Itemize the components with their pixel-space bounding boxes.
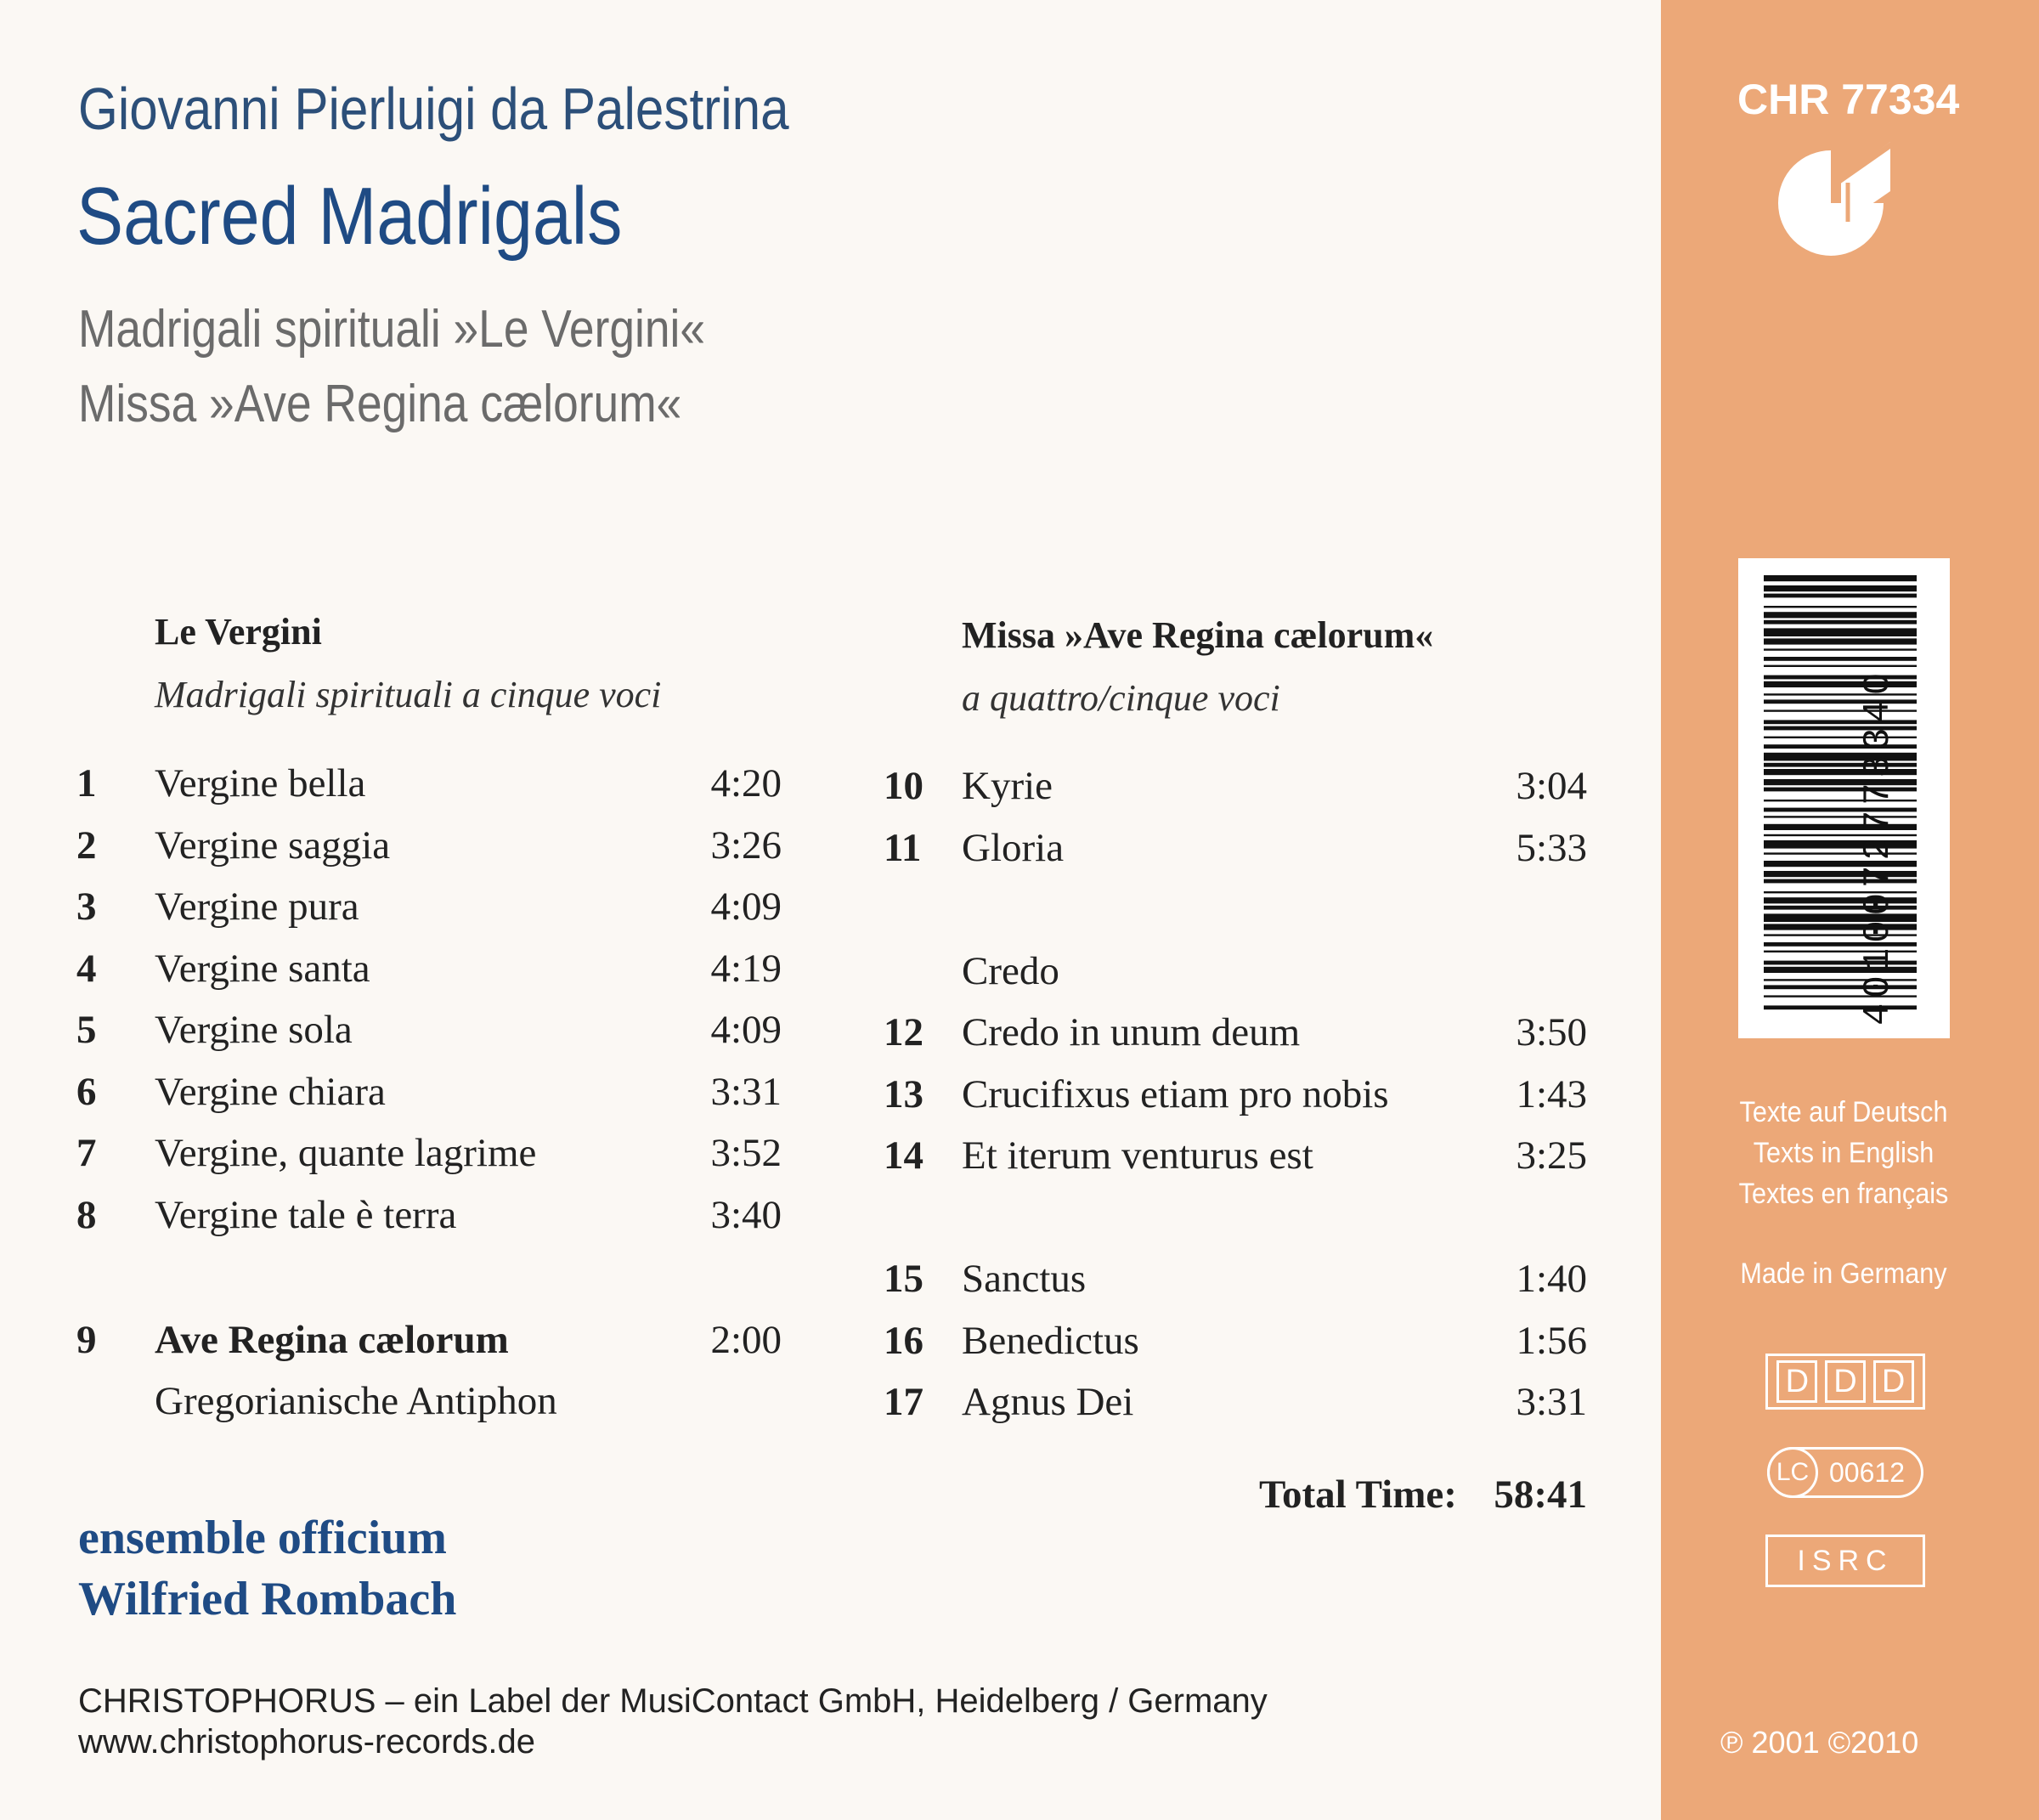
track-title: Benedictus <box>962 1318 1139 1363</box>
album-title: Sacred Madrigals <box>76 171 623 262</box>
track-row <box>884 1379 1587 1441</box>
track-duration: 3:04 <box>1516 764 1587 808</box>
track-row <box>76 1007 782 1069</box>
barcode-digits: 4010072773340 <box>1857 667 1900 1026</box>
text-language-fr: Textes en français <box>1738 1178 1949 1210</box>
track-row <box>884 1256 1587 1318</box>
ddd-letter: D <box>1873 1360 1914 1403</box>
track-title: Vergine, quante lagrime <box>155 1131 537 1175</box>
track-row <box>76 760 782 822</box>
track-row <box>884 1133 1587 1195</box>
track-row <box>76 1069 782 1131</box>
track-row <box>884 1318 1587 1380</box>
section-title: Credo <box>962 948 1059 993</box>
text-language-en: Texts in English <box>1753 1137 1935 1169</box>
label-credit: CHRISTOPHORUS – ein Label der MusiContact GmbH, Heidelberg / Germany <box>78 1682 1268 1720</box>
track-row <box>884 825 1587 887</box>
le-vergini-subheading: Madrigali spirituali a cinque voci <box>155 674 662 715</box>
track-row <box>884 1071 1587 1133</box>
track-title: Vergine santa <box>155 946 370 991</box>
track-title: Ave Regina cælorum <box>155 1318 509 1362</box>
track-number: 3 <box>76 885 97 929</box>
track-title: Et iterum venturus est <box>962 1133 1313 1178</box>
track-duration: 1:40 <box>1516 1257 1587 1301</box>
label-code-badge <box>1767 1447 1923 1498</box>
track-number: 17 <box>884 1380 923 1424</box>
track-duration: 3:40 <box>710 1192 782 1237</box>
subtitle-missa: Missa »Ave Regina cælorum« <box>78 375 682 433</box>
track-duration: 3:31 <box>1516 1380 1587 1424</box>
copyright-line: ℗ 2001 ©2010 <box>1720 1725 1919 1760</box>
track-number: 9 <box>76 1318 97 1362</box>
track-number: 16 <box>884 1318 923 1363</box>
lc-mark: LC <box>1767 1447 1818 1498</box>
credo-section-label <box>884 948 1587 1010</box>
track-number: 7 <box>76 1131 97 1175</box>
ddd-letter: D <box>1776 1360 1817 1403</box>
track-duration: 1:43 <box>1516 1071 1587 1116</box>
track-title: Vergine pura <box>155 885 359 929</box>
track-row <box>76 884 782 946</box>
ensemble-name: ensemble officium <box>78 1512 447 1564</box>
track-number: 5 <box>76 1008 97 1052</box>
track-duration: 5:33 <box>1516 825 1587 870</box>
track-duration: 4:09 <box>710 885 782 929</box>
text-language-de: Texte auf Deutsch <box>1739 1096 1948 1128</box>
le-vergini-heading: Le Vergini <box>155 611 322 653</box>
track-number: 6 <box>76 1069 97 1114</box>
track-row <box>76 822 782 885</box>
isrc-badge: ISRC <box>1765 1535 1925 1587</box>
antiphon-subtitle: Gregorianische Antiphon <box>155 1379 557 1423</box>
antiphon-track-row <box>76 1317 782 1378</box>
track-title: Gloria <box>962 825 1065 870</box>
catalog-number: CHR 77334 <box>1737 76 1960 123</box>
made-in-label: Made in Germany <box>1740 1258 1947 1290</box>
track-title: Kyrie <box>962 764 1053 808</box>
track-duration: 3:52 <box>710 1131 782 1175</box>
track-duration: 3:31 <box>710 1069 782 1114</box>
track-duration: 4:20 <box>710 761 782 805</box>
track-title: Vergine chiara <box>155 1069 386 1114</box>
subtitle-madrigali: Madrigali spirituali »Le Vergini« <box>78 300 706 359</box>
track-title: Vergine saggia <box>155 822 391 868</box>
track-duration: 3:25 <box>1516 1133 1587 1178</box>
track-row <box>76 1130 782 1192</box>
total-time-value: 58:41 <box>1494 1472 1587 1517</box>
track-duration: 1:56 <box>1516 1318 1587 1363</box>
track-row <box>76 946 782 1008</box>
lc-number: 00612 <box>1829 1457 1905 1488</box>
track-title: Credo in unum deum <box>962 1010 1301 1054</box>
christophorus-logo-icon <box>1771 140 1899 259</box>
missa-heading: Missa »Ave Regina cælorum« <box>962 614 1434 656</box>
track-number: 1 <box>76 761 97 805</box>
track-number: 10 <box>884 764 923 808</box>
le-vergini-track-list <box>76 760 782 1253</box>
missa-subheading: a quattro/cinque voci <box>962 677 1280 719</box>
total-time <box>1259 1472 1587 1523</box>
track-number: 8 <box>76 1192 97 1237</box>
total-time-label: Total Time: <box>1259 1472 1457 1517</box>
ddd-letter: D <box>1825 1360 1866 1403</box>
track-duration: 4:09 <box>710 1008 782 1052</box>
track-row <box>884 763 1587 825</box>
conductor-name: Wilfried Rombach <box>78 1573 457 1625</box>
ddd-badge <box>1765 1354 1925 1410</box>
track-number: 15 <box>884 1257 923 1301</box>
track-duration: 3:50 <box>1516 1010 1587 1054</box>
barcode <box>1738 558 1950 1038</box>
track-row <box>76 1192 782 1254</box>
track-number: 14 <box>884 1133 923 1178</box>
track-number: 12 <box>884 1010 923 1054</box>
track-duration: 3:26 <box>710 822 782 868</box>
spacer <box>884 1195 1587 1257</box>
track-number: 13 <box>884 1071 923 1116</box>
track-number: 2 <box>76 822 97 868</box>
track-title: Agnus Dei <box>962 1380 1134 1424</box>
track-row <box>884 1009 1587 1071</box>
track-title: Vergine bella <box>155 761 366 805</box>
track-title: Vergine tale è terra <box>155 1192 457 1237</box>
barcode-icon <box>1738 558 1950 1038</box>
track-title: Crucifixus etiam pro nobis <box>962 1071 1389 1116</box>
track-duration: 4:19 <box>710 946 782 991</box>
composer-name: Giovanni Pierluigi da Palestrina <box>78 76 789 142</box>
spacer <box>884 886 1587 948</box>
track-title: Sanctus <box>962 1257 1087 1301</box>
track-title: Vergine sola <box>155 1008 353 1052</box>
track-number: 4 <box>76 946 97 991</box>
track-duration: 2:00 <box>710 1318 782 1362</box>
website-url: www.christophorus-records.de <box>78 1723 535 1761</box>
track-number: 11 <box>884 825 922 870</box>
missa-track-list <box>884 763 1587 1441</box>
